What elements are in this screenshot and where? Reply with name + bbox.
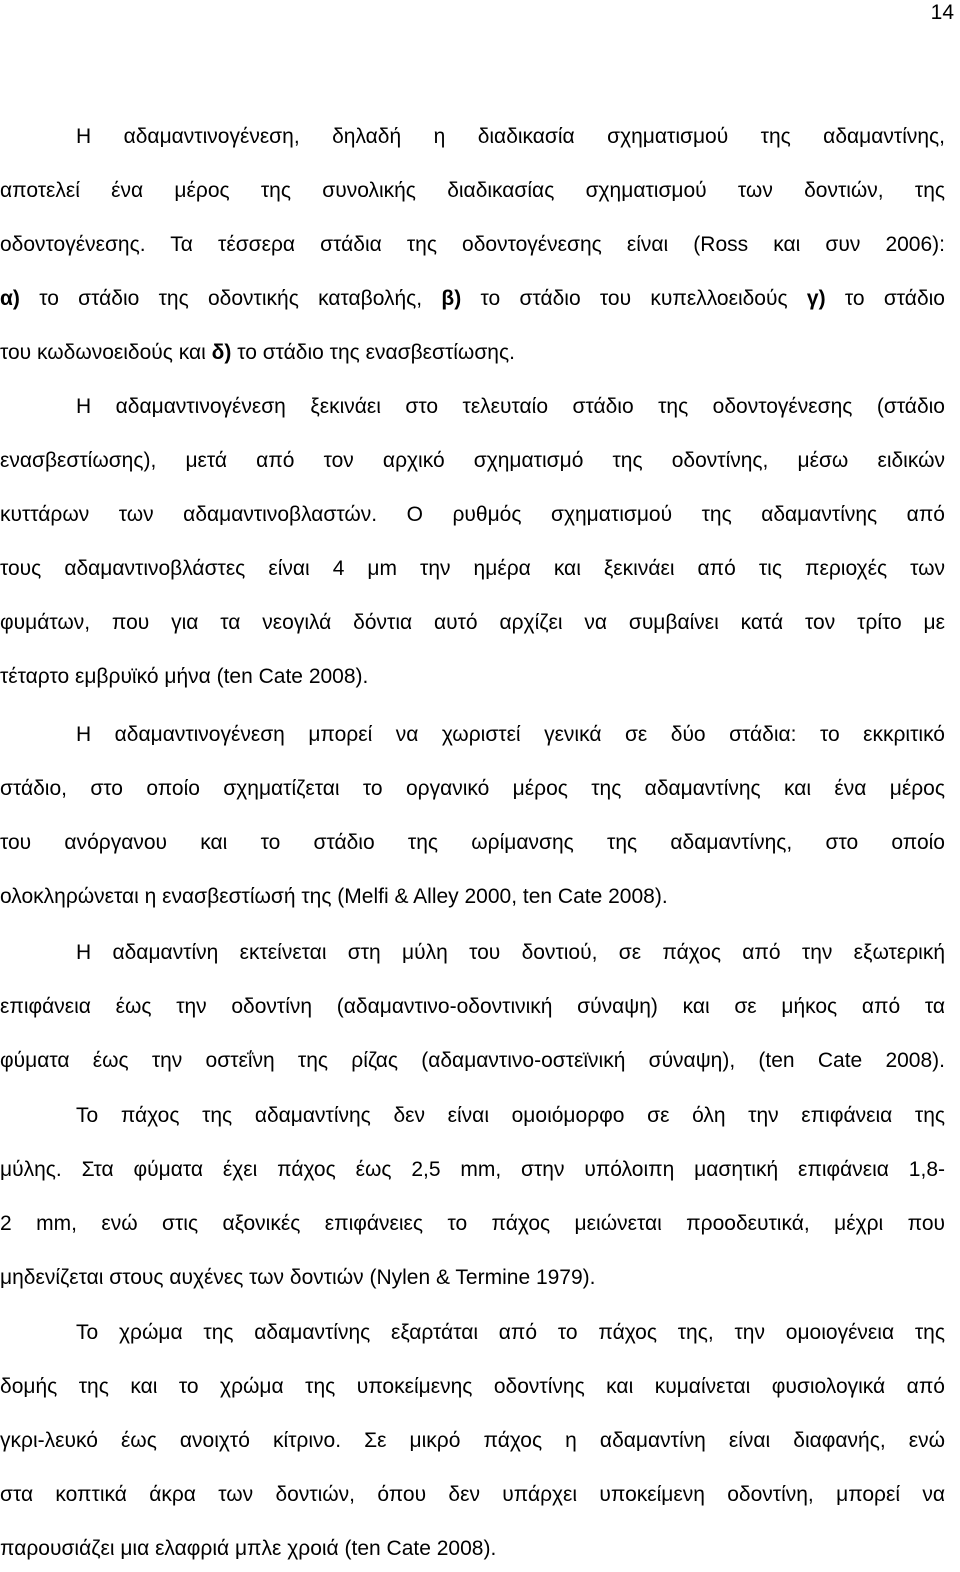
text-line: Η αδαμαντίνη εκτείνεται στη μύλη του δοντιού, σε πάχος από την εξωτερική [76, 941, 945, 964]
text-line: Η αδαμαντινογένεση μπορεί να χωριστεί γενικά σε δύο στάδια: το εκκριτικό [76, 723, 945, 746]
text-line-markers: α) το στάδιο της οδοντικής καταβολής, β) το στάδιο του κυπελλοειδούς γ) το στάδιο [0, 287, 945, 310]
text-line: Το πάχος της αδαμαντίνης δεν είναι ομοιόμορφο σε όλη την επιφάνεια της [76, 1104, 945, 1127]
enumeration-marker: γ) [806, 287, 826, 310]
page-number: 14 [930, 1, 954, 24]
text-line: δομής της και το χρώμα της υποκείμενης οδοντίνης και κυμαίνεται φυσιολογικά από [0, 1375, 945, 1398]
text-line: Η αδαμαντινογένεση, δηλαδή η διαδικασία σχηματισμού της αδαμαντίνης, [76, 125, 945, 148]
text-line: τέταρτο εμβρυϊκό μήνα (ten Cate 2008). [0, 665, 369, 688]
text-line: ολοκληρώνεται η ενασβεστίωσή της (Melfi & Alley 2000, ten Cate 2008). [0, 885, 668, 908]
text-line: αποτελεί ένα μέρος της συνολικής διαδικασίας σχηματισμού των δοντιών, της [0, 179, 945, 202]
text-line: κυττάρων των αδαμαντινοβλαστών. Ο ρυθμός σχηματισμού της αδαμαντίνης από [0, 503, 945, 526]
text-line: ενασβεστίωσης), μετά από τον αρχικό σχηματισμό της οδοντίνης, μέσω ειδικών [0, 449, 945, 472]
text-line: μηδενίζεται στους αυχένες των δοντιών (Nylen & Termine 1979). [0, 1266, 596, 1289]
text-line: φυμάτων, που για τα νεογιλά δόντια αυτό αρχίζει να συμβαίνει κατά τον τρίτο με [0, 611, 945, 634]
enumeration-marker: α) [0, 287, 20, 310]
text-line-markers: του κωδωνοειδούς και δ) το στάδιο της ενασβεστίωσης. [0, 341, 515, 364]
text-line: Το χρώμα της αδαμαντίνης εξαρτάται από το πάχος της, την ομοιογένεια της [76, 1321, 945, 1344]
text-line: οδοντογένεσης. Τα τέσσερα στάδια της οδοντογένεσης είναι (Ross και συν 2006): [0, 233, 945, 256]
text-line: στάδιο, στο οποίο σχηματίζεται το οργανικό μέρος της αδαμαντίνης και ένα μέρος [0, 777, 945, 800]
enumeration-marker: β) [441, 287, 462, 310]
text-line: παρουσιάζει μια ελαφριά μπλε χροιά (ten Cate 2008). [0, 1537, 497, 1560]
text-line: 2 mm, ενώ στις αξονικές επιφάνειες το πάχος μειώνεται προοδευτικά, μέχρι που [0, 1212, 945, 1235]
text-line: του ανόργανου και το στάδιο της ωρίμανσης της αδαμαντίνης, στο οποίο [0, 831, 945, 854]
text-line: τους αδαμαντινοβλάστες είναι 4 μm την ημέρα και ξεκινάει από τις περιοχές των [0, 557, 945, 580]
enumeration-marker: δ) [211, 341, 232, 364]
text-line: επιφάνεια έως την οδοντίνη (αδαμαντινο-οδοντινική σύναψη) και σε μήκος από τα [0, 995, 945, 1018]
text-line: στα κοπτικά άκρα των δοντιών, όπου δεν υπάρχει υποκείμενη οδοντίνη, μπορεί να [0, 1483, 945, 1506]
text-line: φύματα έως την οστεΐνη της ρίζας (αδαμαντινο-οστεϊνική σύναψη), (ten Cate 2008). [0, 1049, 945, 1072]
text-line: γκρι-λευκό έως ανοιχτό κίτρινο. Σε μικρό πάχος η αδαμαντίνη είναι διαφανής, ενώ [0, 1429, 945, 1452]
text-line: Η αδαμαντινογένεση ξεκινάει στο τελευταίο στάδιο της οδοντογένεσης (στάδιο [76, 395, 945, 418]
text-line: μύλης. Στα φύματα έχει πάχος έως 2,5 mm, στην υπόλοιπη μασητική επιφάνεια 1,8- [0, 1158, 945, 1181]
